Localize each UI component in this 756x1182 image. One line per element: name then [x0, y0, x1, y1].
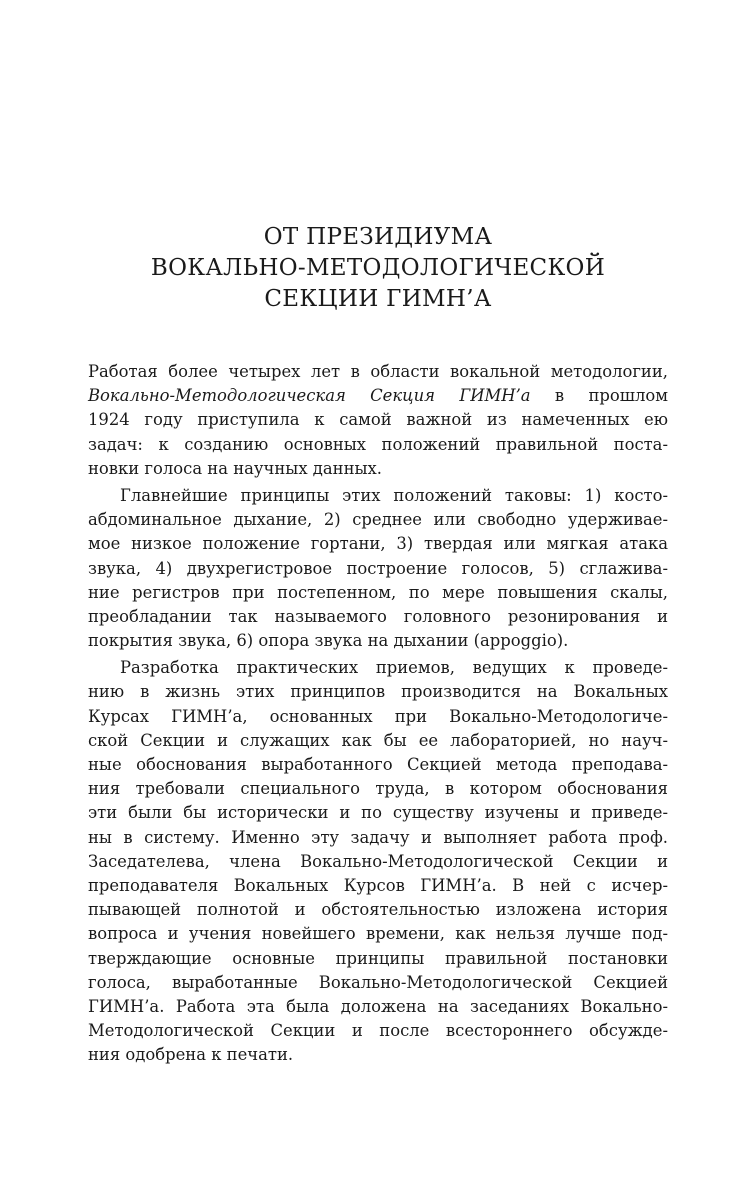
text-line: преобладании так называемого головного резонирования и	[88, 606, 668, 626]
text-line: ГИМН’а. Работа эта была доложена на заседаниях Вокально-	[88, 996, 668, 1016]
text-line: эти были бы исторически и по существу изучены и приведе-	[88, 803, 668, 823]
text-line: преподавателя Вокальных Курсов ГИМН’а. В ней с исчер-	[88, 875, 668, 895]
text-line: ской Секции и служащих как бы ее лабораторией, но науч-	[88, 730, 668, 750]
text-span: в прошлом	[530, 386, 668, 406]
text-line: ны в систему. Именно эту задачу и выполняет работа проф.	[88, 827, 668, 847]
title-line-1: ОТ ПРЕЗИДИУМА	[263, 224, 493, 250]
paragraph-3	[88, 656, 668, 1067]
text-line: Заседателева, члена Вокально-Методологической Секции и	[88, 851, 668, 871]
page-title	[88, 222, 668, 315]
text-line: звука, 4) двухрегистровое построение голосов, 5) сглажива-	[88, 558, 668, 578]
paragraph-2	[88, 484, 668, 653]
text-line: вопроса и учения новейшего времени, как нельзя лучше под-	[88, 924, 668, 944]
title-line-2: ВОКАЛЬНО-МЕТОДОЛОГИЧЕСКОЙ	[150, 255, 606, 281]
text-line: голоса, выработанные Вокально-Методологической Секцией	[88, 972, 668, 992]
text-line	[88, 384, 668, 408]
text-line: Разработка практических приемов, ведущих к проведе-	[120, 658, 668, 678]
text-line: нию в жизнь этих принципов производится на Вокальных	[88, 682, 668, 702]
text-line: Курсах ГИМН’а, основанных при Вокально-Методологиче-	[88, 706, 668, 726]
title-line-3: СЕКЦИИ ГИМН’А	[264, 286, 492, 312]
paragraph-1	[88, 360, 668, 481]
text-line: Работая более четырех лет в области вокальной методологии,	[88, 362, 668, 381]
body-text	[88, 360, 668, 1067]
text-line: абдоминальное дыхание, 2) среднее или свободно удерживае-	[88, 510, 668, 530]
text-line: ние регистров при постепенном, по мере повышения скалы,	[88, 582, 668, 602]
text-line: мое низкое положение гортани, 3) твердая или мягкая атака	[88, 534, 668, 554]
text-line: новки голоса на научных данных.	[88, 458, 383, 478]
text-line: ния требовали специального труда, в котором обоснования	[88, 779, 668, 799]
text-line: пывающей полнотой и обстоятельностью изложена история	[88, 900, 668, 920]
text-line: Методологической Секции и после всестороннего обсужде-	[88, 1021, 668, 1041]
text-line: 1924 году приступила к самой важной из намеченных ею	[88, 410, 668, 430]
text-line: ния одобрена к печати.	[88, 1045, 294, 1065]
text-line: ные обоснования выработанного Секцией метода преподава-	[88, 755, 668, 774]
text-line: покрытия звука, 6) опора звука на дыхании (appoggio).	[88, 631, 569, 651]
text-line: задач: к созданию основных положений правильной поста-	[88, 434, 668, 454]
text-line: Главнейшие принципы этих положений таковы: 1) косто-	[120, 485, 668, 505]
text-line: тверждающие основные принципы правильной постановки	[88, 948, 668, 968]
section-name-italic: Вокально-Методологическая Секция ГИМН’а	[88, 386, 531, 406]
